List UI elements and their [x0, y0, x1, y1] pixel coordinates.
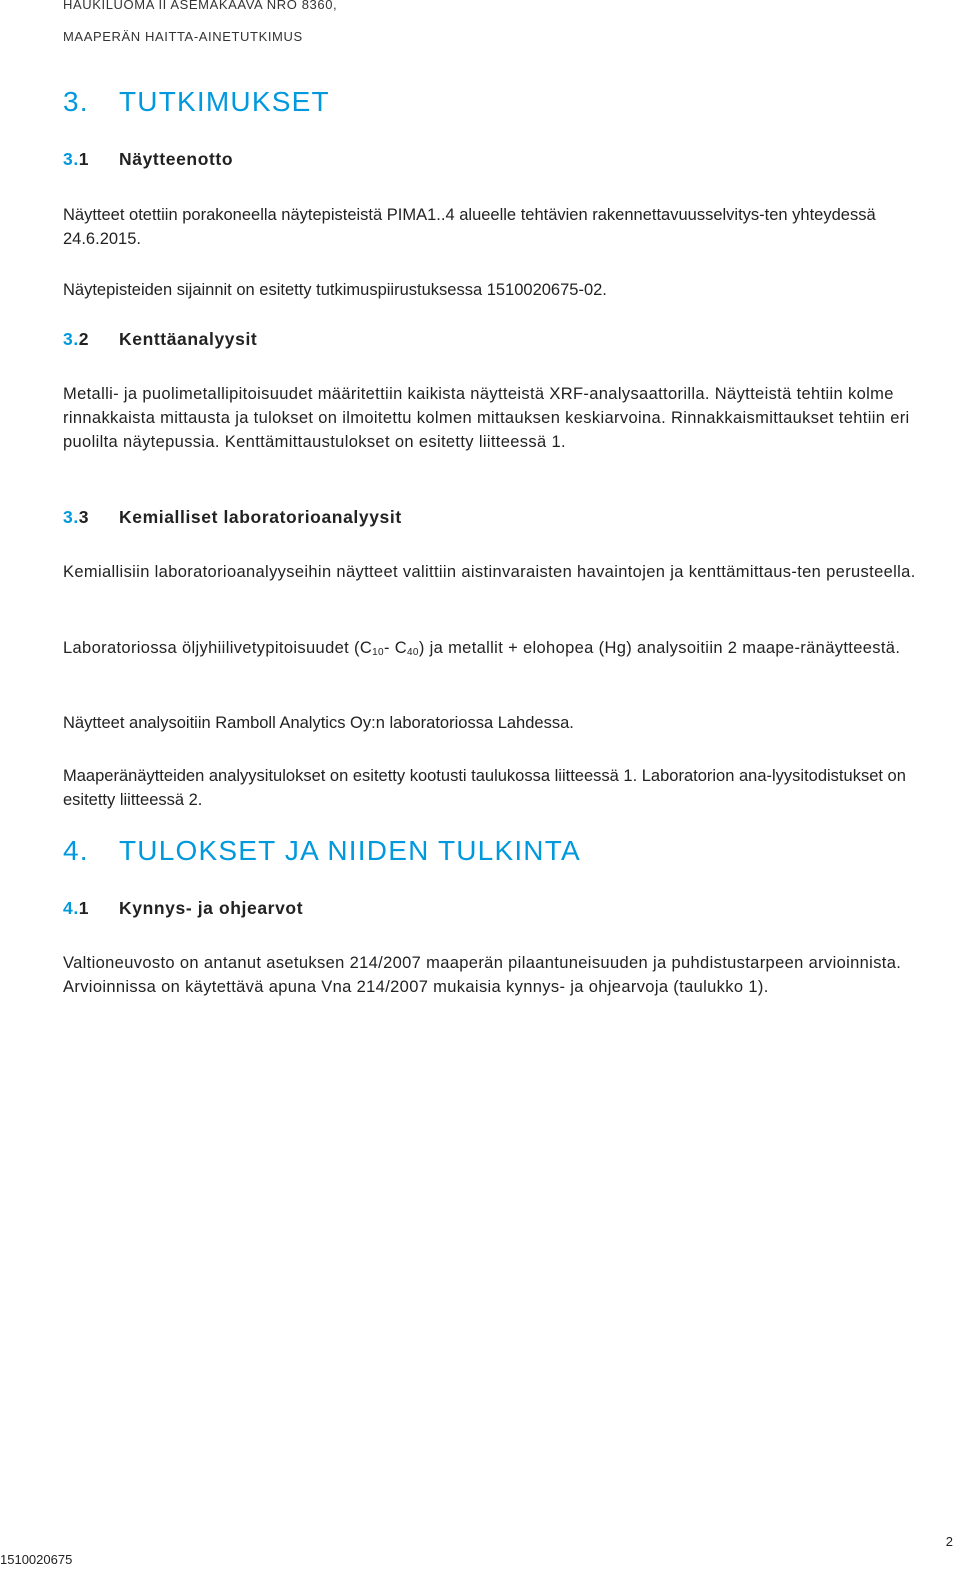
section-3-3-heading	[63, 507, 402, 528]
section-4-1-title: Kynnys- ja ohjearvot	[119, 898, 304, 918]
section-3-1-heading	[63, 149, 233, 170]
section-3-3-title: Kemialliset laboratorioanalyysit	[119, 507, 402, 527]
section-3-1-major: 3.	[63, 149, 79, 169]
section-3-2-major: 3.	[63, 329, 79, 349]
section-3-3-major: 3.	[63, 507, 79, 527]
paragraph-field-analysis: Metalli- ja puolimetallipitoisuudet määritettiin kaikista näytteistä XRF-analysaattorilla. Näytteistä tehtiin kolme rinnakkaista mittausta ja tulokset on ilmoitettu kolmen mittauksen keskiarvoina. Rinnakkaismittaukset tehtiin eri puolilta näytepussia. Kenttämittaustulokset on esitetty liitteessä 1.	[63, 385, 910, 451]
section-4-1-heading	[63, 898, 303, 919]
section-3-2-heading	[63, 329, 257, 350]
paragraph-lab-analytes	[63, 636, 955, 660]
section-4-heading	[63, 835, 581, 867]
section-3-2-title: Kenttäanalyysit	[119, 329, 258, 349]
running-header-project: HAUKILUOMA II ASEMAKAAVA NRO 8360,	[63, 0, 338, 12]
c40-subscript: 40	[406, 647, 419, 658]
section-4-1-minor: 1	[78, 898, 90, 918]
section-3-1-minor: 1	[78, 149, 90, 169]
section-3-3-minor: 3	[78, 507, 90, 527]
section-3-number: 3.	[63, 86, 89, 117]
section-3-title: TUTKIMUKSET	[119, 86, 330, 117]
section-4-1-major: 4.	[63, 898, 79, 918]
section-3-2-minor: 2	[78, 329, 90, 349]
paragraph-lab-selection: Kemiallisiin laboratorioanalyyseihin näytteet valittiin aistinvaraisten havaintojen ja kenttämittaus-ten perusteella.	[63, 563, 916, 581]
paragraph-sampling: Näytteet otettiin porakoneella näytepisteistä PIMA1..4 alueelle tehtävien rakennettavuusselvitys-ten yhteydessä 24.6.2015.	[63, 206, 876, 248]
paragraph-threshold-values: Valtioneuvosto on antanut asetuksen 214/2007 maaperän pilaantuneisuuden ja puhdistustarpeen arvioinnista. Arvioinnissa on käytettävä apuna Vna 214/2007 mukaisia kynnys- ja ohjearvoja (taulukko 1).	[63, 954, 902, 996]
paragraph-lab-results: Maaperänäytteiden analyysitulokset on esitetty kootusti taulukossa liitteessä 1. Laboratorion ana-lyysitodistukset on esitetty liitteessä 2.	[63, 767, 906, 809]
lab-analytes-text-end: ) ja metallit + elohopea (Hg) analysoitiin 2 maape-ränäytteestä.	[418, 639, 901, 657]
footer-page-number: 2	[945, 1534, 953, 1549]
section-4-title: TULOKSET JA NIIDEN TULKINTA	[119, 835, 581, 866]
running-header-subtitle: MAAPERÄN HAITTA-AINETUTKIMUS	[63, 29, 303, 44]
lab-analytes-text-mid: - C	[383, 639, 407, 657]
paragraph-sampling-locations: Näytepisteiden sijainnit on esitetty tutkimuspiirustuksessa 1510020675-02.	[63, 281, 607, 299]
lab-analytes-text-start: Laboratoriossa öljyhiilivetypitoisuudet (C	[63, 639, 373, 657]
section-3-heading	[63, 86, 330, 118]
section-3-1-title: Näytteenotto	[119, 149, 234, 169]
paragraph-lab-name: Näytteet analysoitiin Ramboll Analytics Oy:n laboratoriossa Lahdessa.	[63, 714, 574, 732]
section-4-number: 4.	[63, 835, 89, 866]
c10-subscript: 10	[372, 647, 384, 658]
footer-document-number: 1510020675	[0, 1552, 73, 1567]
